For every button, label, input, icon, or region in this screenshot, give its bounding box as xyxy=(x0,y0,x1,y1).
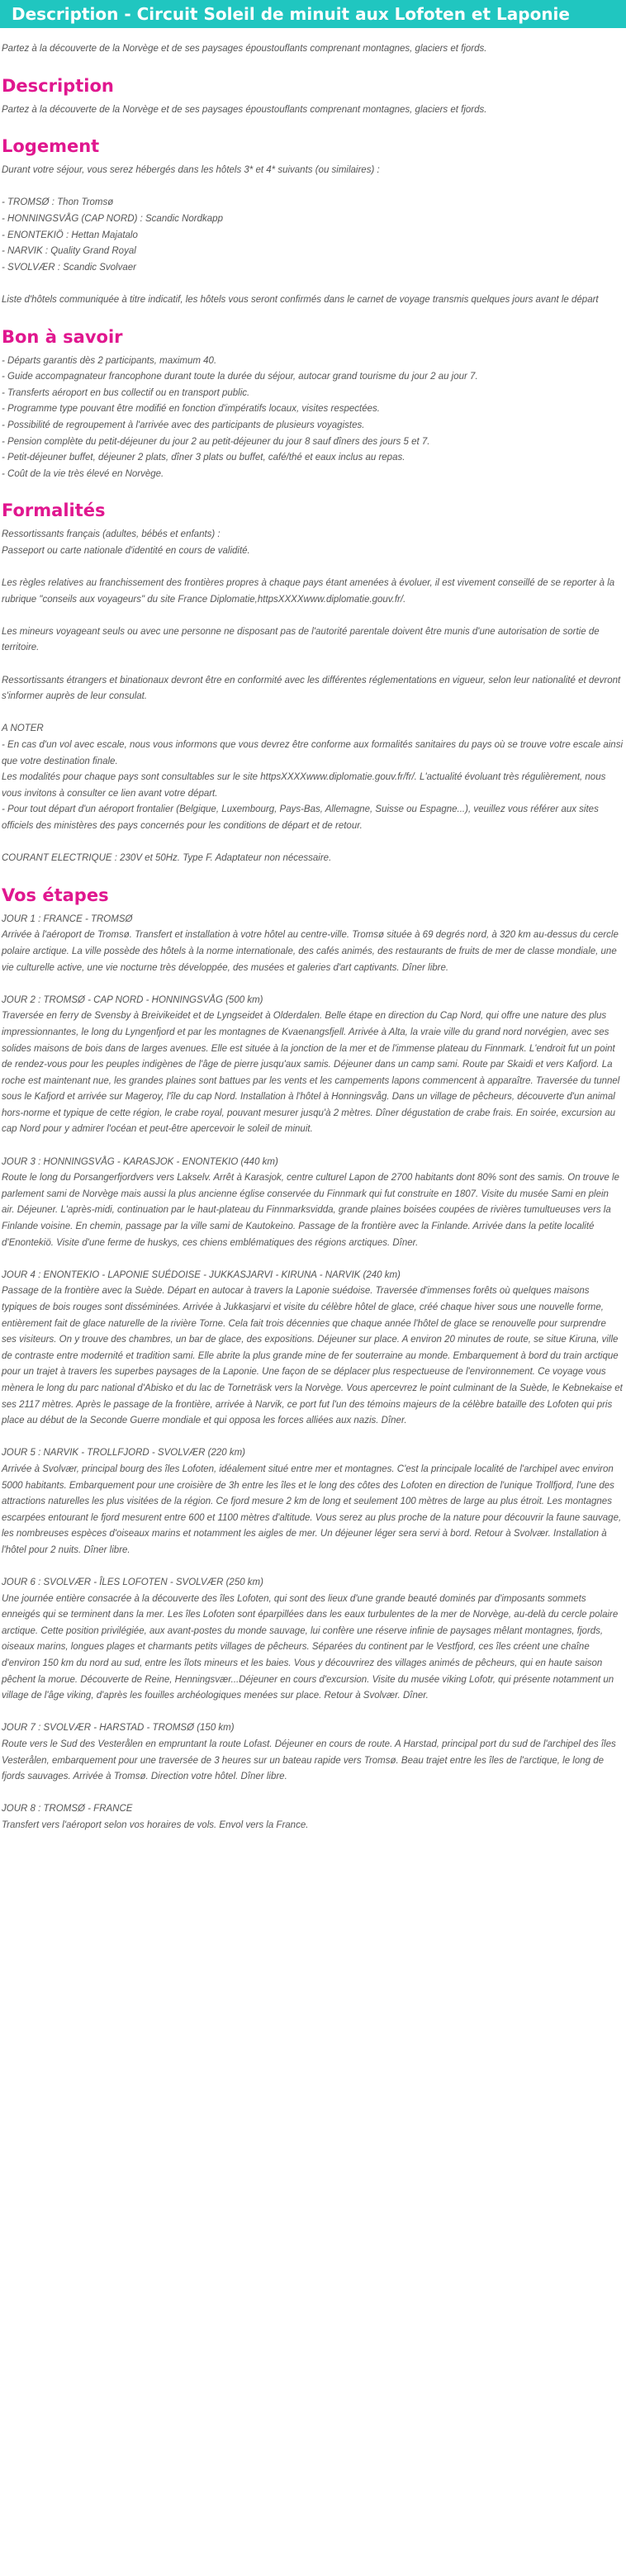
section-description xyxy=(2,74,623,119)
day-title: JOUR 4 : ENONTEKIO - LAPONIE SUÉDOISE - JUKKASJARVI - KIRUNA - NARVIK (240 km) xyxy=(2,1269,401,1280)
notice-text: - En cas d'un vol avec escale, nous vous informons que vous devrez être conforme aux formalités sanitaires du pays où se trouve votre escale ainsi que votre destination finale. xyxy=(2,740,623,766)
day-title: JOUR 3 : HONNINGSVÅG - KARASJOK - ENONTEKIO (440 km) xyxy=(2,1156,278,1167)
etapes-heading: Vos étapes xyxy=(2,885,109,905)
day-title: JOUR 1 : FRANCE - TROMSØ xyxy=(2,913,133,924)
page-title: Description - Circuit Soleil de minuit aux Lofoten et Laponie xyxy=(0,0,626,28)
info-item: - Possibilité de regroupement à l'arrivée avec des participants de plusieurs voyagistes. xyxy=(2,420,365,430)
day-text: Transfert vers l'aéroport selon vos horaires de vols. Envol vers la France. xyxy=(2,1820,309,1830)
logement-note: Liste d'hôtels communiquée à titre indicatif, les hôtels vous seront confirmés dans le carnet de voyage transmis quelques jours avant le départ xyxy=(2,294,599,305)
info-item: - Guide accompagnateur francophone durant toute la durée du séjour, autocar grand tourisme du jour 2 au jour 7. xyxy=(2,372,478,382)
day-title: JOUR 2 : TROMSØ - CAP NORD - HONNINGSVÅG (500 km) xyxy=(2,994,263,1005)
info-item: - Programme type pouvant être modifié en fonction d'impératifs locaux, visites respectées. xyxy=(2,404,380,415)
section-bon-a-savoir xyxy=(2,325,623,483)
courant-electrique: COURANT ELECTRIQUE : 230V et 50Hz. Type F. Adaptateur non nécessaire. xyxy=(2,853,332,864)
day-text: Route le long du Porsangerfjordvers vers Lakselv. Arrêt à Karasjok, centre culturel Lapon de 2700 habitants dont 80% sont des samis. On trouve le parlement sami de Norvège mais aussi la plus ancienne église conservée du Finnmark qui fut construite en 1807. Visite du musée Sami en plein air. Déjeuner. L'après-midi, continuation par le haut-plateau du Finnmarksvidda, grande plaines boisées coupées de rivières tumultueuses vers la Finlande voisine. En chemin, passage par la ville sami de Kautokeino. Passage de la frontière avec la Finlande. Arrivée dans la petite localité d'Enontekiö. Visite d'une ferme de huskys, ces chiens emblématiques des régions arctiques. Dîner. xyxy=(2,1173,619,1248)
day-text: Passage de la frontière avec la Suède. Départ en autocar à travers la Laponie suédoise. Traversée d'immenses forêts où quelques maisons typiques de bois rouges sont disséminées. Arrivée à Jukkasjarvi et visite du célèbre hôtel de glace, créé chaque hiver sous une nouvelle forme, entièrement fait de glace naturelle de la rivière Torne. Cela fait trois décennies que chaque année l'hôtel de glace se renouvelle pour surprendre ses visiteurs. On y trouve des chambres, un bar de glace, des expositions. Déjeuner sur place. A environ 20 minutes de route, se situe Kiruna, ville de contraste entre modernité et tradition sami. Elle abrite la plus grande mine de fer souterraine au monde. Embarquement à bord du train arctique pour un trajet à travers les superbes paysages de la Laponie. Une façon de se déplacer plus respectueuse de l'environnement. Ce voyage vous mènera le long du parc national d'Abisko et du lac de Torneträsk vers la Norvège. Vous apercevrez le point culminant de la Suède, le Kebnekaise et ses 2117 mètres. Après le passage de la frontière, arrivée à Narvik, ce port fut l'un des témoins majeurs de la célèbre bataille des Lofoten qui pris place au début de la Seconde Guerre mondiale et qui opposa les forces alliées aux nazis. Dîner. xyxy=(2,1286,623,1426)
section-logement xyxy=(2,135,623,308)
hotel-item: - HONNINGSVÅG (CAP NORD) : Scandic Nordkapp xyxy=(2,213,223,224)
bon-a-savoir-heading: Bon à savoir xyxy=(2,326,123,347)
day-text: Arrivée à l'aéroport de Tromsø. Transfert et installation à votre hôtel au centre-ville. Tromsø située à 69 degrés nord, à 320 km au-dessus du cercle polaire arctique. La ville possède des hôtels à la norme internationale, des cafés animés, des restaurants de fruits de mer de classe mondiale, une vie culturelle active, une vie nocturne très développée, des musées et galeries d'art captivants. Dîner libre. xyxy=(2,930,619,973)
day-title: JOUR 8 : TROMSØ - FRANCE xyxy=(2,1804,133,1815)
day-text: Traversée en ferry de Svensby à Breivikeidet et de Lyngseidet à Olderdalen. Belle étape en direction du Cap Nord, qui offre une nature des plus impressionnantes, le long du Lyngenfjord et par les montagnes de Kvaenangsfjell. Arrivée à Alta, la vraie ville du grand nord norvégien, avec ses solides maisons de bois dans de larges avenues. Elle est située à la jonction de la mer et de l'immense plateau du Finnmark. L'endroit fut un point de rendez-vous pour les peuples indigènes de l'âge de pierre jusqu'aux samis. Déjeuner dans un camp sami. Route par Skaidi et vers Kafjord. La roche est maintenant nue, les grandes plaines sont battues par les vents et les campements lapons commencent à apparaître. Traversée du tunnel sous le Kafjord et arrivée sur Mageroy, l'île du cap Nord. Installation à l'hôtel à Honningsvåg. Dans un village de pêcheurs, découverte d'un animal hors-norme et typique de cette région, le crabe royal, pouvant mesurer jusqu'à 2 mètres. Dîner dégustation de crabe frais. En soirée, excursion au cap Nord pour y admirer l'océan et peut-être apercevoir le soleil de minuit. xyxy=(2,1011,620,1135)
notice-text: Les modalités pour chaque pays sont consultables sur le site httpsXXXXwww.diplomatie.gouv.fr/fr/. L'actualité évoluant très régulièrement, nous vous invitons à consulter ce lien avant votre départ. xyxy=(2,772,606,799)
section-etapes xyxy=(2,884,623,1834)
notice-text: - Pour tout départ d'un aéroport frontalier (Belgique, Luxembourg, Pays-Bas, Allemagne, Suisse ou Espagne...), veuillez vous référer aux sites officiels des ministères des pays concernés pour les conditions de départ et de retour. xyxy=(2,804,599,831)
info-item: - Transferts aéroport en bus collectif ou en transport public. xyxy=(2,387,250,398)
logement-heading: Logement xyxy=(2,136,100,157)
day-text: Une journée entière consacrée à la découverte des îles Lofoten, qui sont des lieux d'une grande beauté dominés par d'imposants sommets enneigés qui se terminent dans la mer. Les îles Lofoten sont éparpillées dans les eaux turbulentes de la mer de Norvège, au-delà du cercle polaire arctique. Cette position privilégiée, aux avant-postes du monde sauvage, lui confère une réserve infinie de paysages mêlant montagnes, fjords, oiseaux marins, longues plages et charmants petits villages de pêcheurs. Séparées du continent par le Vestfjord, ces îles créent une chaîne d'environ 150 km du nord au sud, entre les îlots mineurs et les baies. Vous y découvrirez des villages animés de pêcheurs, qui en haute saison pêchent la morue. Découverte de Reine, Henningsvær...Déjeuner en cours d'excursion. Visite du musée viking Lofotr, qui présente notamment un village de l'âge viking, d'après les fouilles archéologiques menées sur place. Retour à Svolvær. Dîner. xyxy=(2,1593,619,1701)
notice-title: A NOTER xyxy=(2,723,44,734)
formalites-heading: Formalités xyxy=(2,500,106,521)
formalites-text: Ressortissants étrangers et binationaux devront être en conformité avec les différentes réglementations en vigueur, selon leur nationalité et devront s'informer auprès de leur consulat. xyxy=(2,675,621,702)
hotel-item: - TROMSØ : Thon Tromsø xyxy=(2,197,114,208)
formalites-text: Les règles relatives au franchissement des frontières propres à chaque pays étant amenées à évoluer, il est vivement conseillé de se reporter à la rubrique "conseils aux voyageurs" du site France Diplomatie,httpsXXXXwww.diplomatie.gouv.fr/. xyxy=(2,578,615,605)
intro-text: Partez à la découverte de la Norvège et de ses paysages époustouflants comprenant montagnes, glaciers et fjords. xyxy=(2,44,487,54)
info-item: - Départs garantis dès 2 participants, maximum 40. xyxy=(2,355,217,366)
day-text: Route vers le Sud des Vesterålen en empruntant la route Lofast. Déjeuner en cours de route. A Harstad, principal port du sud de l'archipel des îles Vesterålen, embarquement pour une traversée de 3 heures sur un bateau rapide vers Tromsø. Beau trajet entre les îles de l'arctique, le long de fjords sauvages. Arrivée à Tromsø. Direction votre hôtel. Dîner libre. xyxy=(2,1739,616,1782)
hotel-item: - ENONTEKIÖ : Hettan Majatalo xyxy=(2,230,138,240)
formalites-text: Passeport ou carte nationale d'identité en cours de validité. xyxy=(2,545,250,556)
day-text: Arrivée à Svolvær, principal bourg des îles Lofoten, idéalement situé entre mer et montagnes. C'est la principale localité de l'archipel avec environ 5000 habitants. Embarquement pour une croisière de 3h entre les îles et le long des côtes des Lofoten en direction de l'unique Trollfjord, l'une des attractions naturelles les plus visitées de la région. Ce fjord mesure 2 km de long et seulement 100 mètres de large au plus étroit. Les montagnes escarpées entourant le fjord mesurent entre 600 et 1100 mètres d'altitude. Vous serez au plus proche de la nature pour découvrir la faune sauvage, les nombreuses espèces d'oiseaux marins et notamment les aigles de mer. Un déjeuner léger sera servi à bord. Retour à Svolvær. Installation à l'hôtel pour 2 nuits. Dîner libre. xyxy=(2,1464,622,1555)
hotel-item: - SVOLVÆR : Scandic Svolvaer xyxy=(2,262,136,273)
info-item: - Petit-déjeuner buffet, déjeuner 2 plats, dîner 3 plats ou buffet, café/thé et eaux inclus au repas. xyxy=(2,453,405,463)
day-title: JOUR 5 : NARVIK - TROLLFJORD - SVOLVÆR (220 km) xyxy=(2,1448,246,1459)
logement-intro: Durant votre séjour, vous serez hébergés dans les hôtels 3* et 4* suivants (ou similaires) : xyxy=(2,165,380,176)
info-item: - Coût de la vie très élevé en Norvège. xyxy=(2,468,164,479)
day-title: JOUR 6 : SVOLVÆR - ÎLES LOFOTEN - SVOLVÆR (250 km) xyxy=(2,1577,263,1588)
formalites-text: Les mineurs voyageant seuls ou avec une personne ne disposant pas de l'autorité parentale doivent être munis d'une autorisation de sortie de territoire. xyxy=(2,626,600,653)
content xyxy=(0,41,626,1834)
info-item: - Pension complète du petit-déjeuner du jour 2 au petit-déjeuner du jour 8 sauf dîners des jours 5 et 7. xyxy=(2,436,430,447)
hotel-item: - NARVIK : Quality Grand Royal xyxy=(2,246,136,257)
description-text: Partez à la découverte de la Norvège et de ses paysages époustouflants comprenant montagnes, glaciers et fjords. xyxy=(2,104,487,115)
description-heading: Description xyxy=(2,75,114,96)
formalites-text: Ressortissants français (adultes, bébés et enfants) : xyxy=(2,529,221,540)
day-title: JOUR 7 : SVOLVÆR - HARSTAD - TROMSØ (150 km) xyxy=(2,1723,235,1734)
section-formalites xyxy=(2,499,623,866)
